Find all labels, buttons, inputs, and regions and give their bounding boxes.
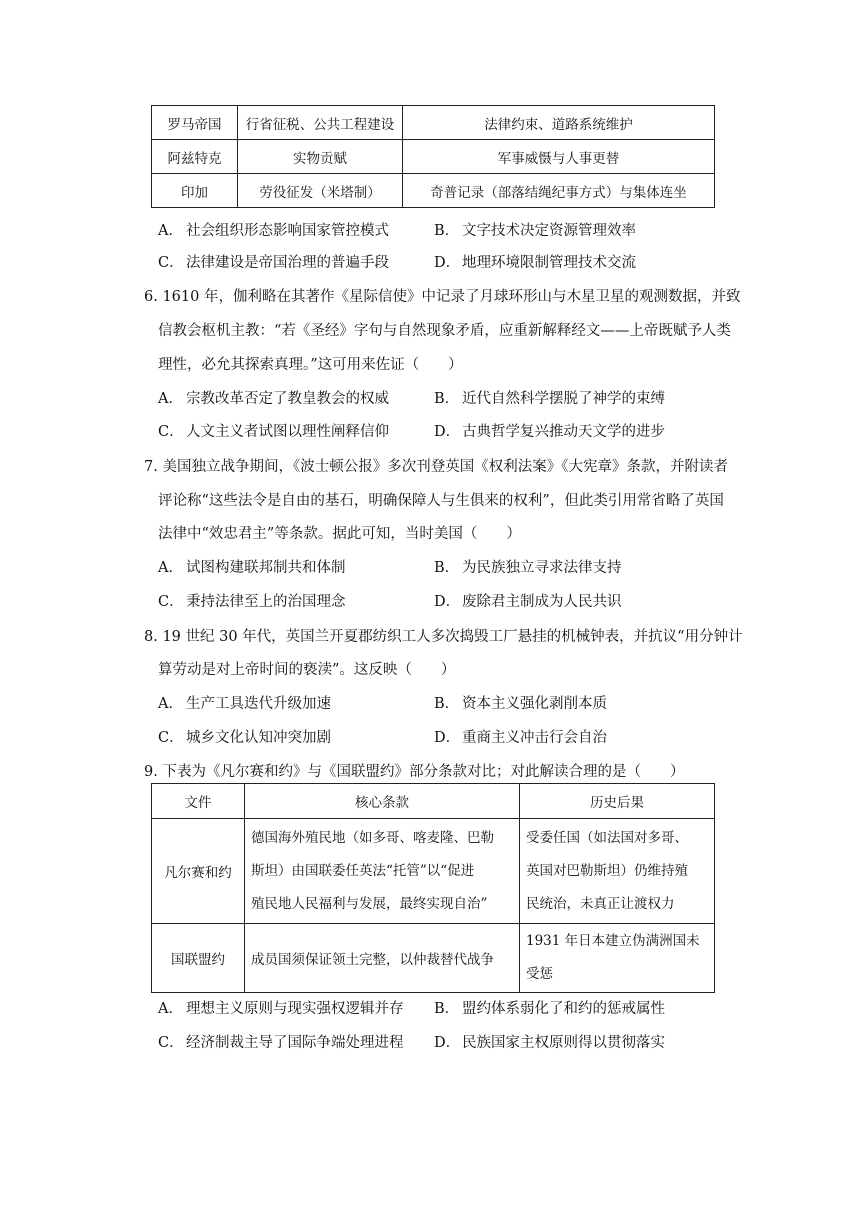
q7-option-d[interactable]: D． 废除君主制成为人民共识 bbox=[434, 594, 622, 610]
table-cell: 阿兹特克 bbox=[152, 140, 238, 174]
option-text: 经济制裁主导了国际争端处理进程 bbox=[186, 1035, 404, 1051]
option-text: 宗教改革否定了教皇教会的权威 bbox=[186, 391, 389, 407]
q8-stem-line: 算劳动是对上帝时间的亵渎”。这反映（ ） bbox=[158, 662, 456, 678]
table-row bbox=[152, 106, 715, 140]
q6-option-a[interactable]: A． 宗教改革否定了教皇教会的权威 bbox=[158, 391, 389, 407]
cell-line: 英国对巴勒斯坦）仍维持殖 bbox=[526, 862, 688, 879]
q8-option-b[interactable]: B． 资本主义强化剥削本质 bbox=[434, 696, 607, 712]
q7-option-a[interactable]: A． 试图构建联邦制共和体制 bbox=[158, 560, 346, 576]
q6-stem-line: 6. 1610 年，伽利略在其著作《星际信使》中记录了月球环形山与木星卫星的观测数据，并致 bbox=[144, 289, 741, 305]
table-cell bbox=[520, 924, 715, 993]
cell-line: 受委任国（如法国对多哥、 bbox=[526, 829, 688, 846]
q8-option-c[interactable]: C． 城乡文化认知冲突加剧 bbox=[158, 730, 331, 746]
table-cell: 实物贡赋 bbox=[238, 140, 403, 174]
option-text: 城乡文化认知冲突加剧 bbox=[186, 730, 331, 746]
q9-option-c[interactable]: C． 经济制裁主导了国际争端处理进程 bbox=[158, 1035, 404, 1051]
option-text: 废除君主制成为人民共识 bbox=[462, 594, 622, 610]
table-cell: 成员国须保证领土完整，以仲裁替代战争 bbox=[245, 924, 520, 993]
q8-option-d[interactable]: D． 重商主义冲击行会自治 bbox=[434, 730, 607, 746]
q7-stem-line: 评论称“这些法令是自由的基石，明确保障人与生俱来的权利”，但此类引用常省略了英国 bbox=[158, 493, 724, 509]
q9-option-b[interactable]: B． 盟约体系弱化了和约的惩戒属性 bbox=[434, 1001, 665, 1017]
table-header-cell: 核心条款 bbox=[245, 784, 520, 819]
table-cell: 国联盟约 bbox=[152, 924, 245, 993]
q7-option-b[interactable]: B． 为民族独立寻求法律支持 bbox=[434, 560, 622, 576]
q8-stem-line: 8. 19 世纪 30 年代，英国兰开夏郡纺织工人多次捣毁工厂悬挂的机械钟表，并抗议“用分钟计 bbox=[144, 629, 743, 645]
q7-stem-line: 法律中“效忠君主”等条款。据此可知，当时美国（ ） bbox=[158, 526, 521, 542]
q6-option-b[interactable]: B． 近代自然科学摆脱了神学的束缚 bbox=[434, 391, 665, 407]
q5-option-a[interactable]: A． 社会组织形态影响国家管控模式 bbox=[158, 223, 389, 239]
treaty-comparison-table bbox=[151, 783, 715, 993]
cell-line: 民统治，未真正让渡权力 bbox=[526, 895, 675, 912]
q7-option-c[interactable]: C． 秉持法律至上的治国理念 bbox=[158, 594, 346, 610]
empire-comparison-table bbox=[151, 105, 715, 208]
option-text: 文字技术决定资源管理效率 bbox=[462, 223, 636, 239]
table-cell: 军事威慑与人事更替 bbox=[403, 140, 715, 174]
option-text: 资本主义强化剥削本质 bbox=[462, 696, 607, 712]
table-cell: 行省征税、公共工程建设 bbox=[238, 106, 403, 140]
q5-option-d[interactable]: D． 地理环境限制管理技术交流 bbox=[434, 255, 636, 271]
q9-stem-line: 9. 下表为《凡尔赛和约》与《国联盟约》部分条款对比；对此解读合理的是（ ） bbox=[144, 764, 685, 780]
table-cell: 奇普记录（部落结绳纪事方式）与集体连坐 bbox=[403, 174, 715, 208]
q9-option-a[interactable]: A． 理想主义原则与现实强权逻辑并存 bbox=[158, 1001, 404, 1017]
q6-stem-line: 理性，必允其探索真理。”这可用来佐证（ ） bbox=[158, 357, 463, 373]
option-text: 为民族独立寻求法律支持 bbox=[462, 560, 622, 576]
q8-option-a[interactable]: A． 生产工具迭代升级加速 bbox=[158, 696, 331, 712]
q5-option-b[interactable]: B． 文字技术决定资源管理效率 bbox=[434, 223, 636, 239]
table-header-cell: 文件 bbox=[152, 784, 245, 819]
option-text: 社会组织形态影响国家管控模式 bbox=[186, 223, 389, 239]
table-header-row bbox=[152, 784, 715, 819]
table-cell bbox=[245, 819, 520, 924]
table-cell: 罗马帝国 bbox=[152, 106, 238, 140]
q9-option-d[interactable]: D． 民族国家主权原则得以贯彻落实 bbox=[434, 1035, 665, 1051]
cell-line: 殖民地人民福利与发展，最终实现自治” bbox=[251, 895, 488, 912]
q6-option-d[interactable]: D． 古典哲学复兴推动天文学的进步 bbox=[434, 424, 665, 440]
table-cell bbox=[520, 819, 715, 924]
table-row bbox=[152, 924, 715, 993]
table-row bbox=[152, 140, 715, 174]
table-row bbox=[152, 819, 715, 924]
q7-stem-line: 7. 美国独立战争期间，《波士顿公报》多次刊登英国《权利法案》《大宪章》条款，并附读者 bbox=[144, 459, 728, 475]
option-text: 法律建设是帝国治理的普遍手段 bbox=[186, 255, 389, 271]
q6-option-c[interactable]: C． 人文主义者试图以理性阐释信仰 bbox=[158, 424, 389, 440]
q5-option-c[interactable]: C． 法律建设是帝国治理的普遍手段 bbox=[158, 255, 389, 271]
option-text: 近代自然科学摆脱了神学的束缚 bbox=[462, 391, 665, 407]
option-text: 人文主义者试图以理性阐释信仰 bbox=[186, 424, 389, 440]
option-text: 生产工具迭代升级加速 bbox=[186, 696, 331, 712]
option-text: 古典哲学复兴推动天文学的进步 bbox=[462, 424, 665, 440]
table-cell: 劳役征发（米塔制） bbox=[238, 174, 403, 208]
cell-line: 斯坦）由国联委任英法“托管”以“促进 bbox=[251, 862, 475, 879]
q6-stem-line: 信教会枢机主教：“若《圣经》字句与自然现象矛盾，应重新解释经文——上帝既赋予人类 bbox=[158, 323, 731, 339]
table-row bbox=[152, 174, 715, 208]
option-text: 民族国家主权原则得以贯彻落实 bbox=[462, 1035, 665, 1051]
cell-line: 1931 年日本建立伪满洲国未 bbox=[526, 933, 700, 949]
table-cell: 印加 bbox=[152, 174, 238, 208]
table-header-cell: 历史后果 bbox=[520, 784, 715, 819]
option-text: 地理环境限制管理技术交流 bbox=[462, 255, 636, 271]
cell-line: 德国海外殖民地（如多哥、喀麦隆、巴勒 bbox=[251, 829, 494, 846]
option-text: 试图构建联邦制共和体制 bbox=[186, 560, 346, 576]
option-text: 秉持法律至上的治国理念 bbox=[186, 594, 346, 610]
option-text: 重商主义冲击行会自治 bbox=[462, 730, 607, 746]
table-cell: 凡尔赛和约 bbox=[152, 819, 245, 924]
option-text: 盟约体系弱化了和约的惩戒属性 bbox=[462, 1001, 665, 1017]
option-text: 理想主义原则与现实强权逻辑并存 bbox=[186, 1001, 404, 1017]
table-cell: 法律约束、道路系统维护 bbox=[403, 106, 715, 140]
cell-line: 受惩 bbox=[526, 966, 553, 982]
